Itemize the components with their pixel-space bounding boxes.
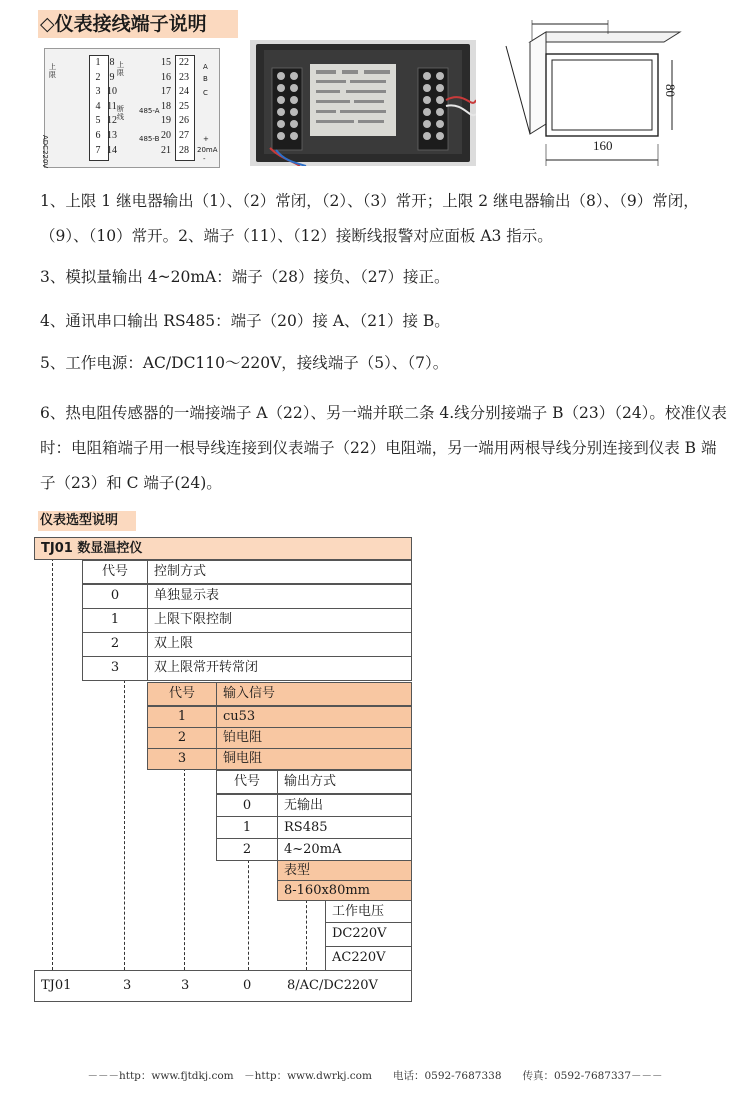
example-input: 3 <box>181 978 190 993</box>
label-minus: - <box>203 155 206 163</box>
terminal-17: 17 <box>161 86 171 98</box>
label-ac: ADC220V <box>41 135 49 169</box>
control-code: 2 <box>82 632 148 657</box>
terminal-14: 14 <box>107 144 117 156</box>
terminal-22: 22 <box>179 57 189 68</box>
input-code: 2 <box>147 727 217 749</box>
terminal-23: 23 <box>179 71 189 83</box>
terminal-9: 9 <box>109 71 115 83</box>
selection-title: 仪表选型说明 <box>38 511 136 531</box>
output-name: 无输出 <box>277 794 412 817</box>
para-rs485: 4、通讯串口输出 RS485：端子（20）接 A、（21）接 B。 <box>40 312 450 330</box>
control-name: 上限下限控制 <box>147 608 412 633</box>
device-photo <box>250 40 476 166</box>
output-code: 2 <box>216 838 278 861</box>
control-code: 1 <box>82 608 148 633</box>
label-a: A <box>203 63 208 71</box>
output-code: 0 <box>216 794 278 817</box>
terminal-21: 21 <box>161 144 171 156</box>
para-power: 5、工作电源：AC/DC110～220V，接线端子（5）、（7）。 <box>40 354 449 372</box>
output-name-header: 输出方式 <box>277 770 412 794</box>
label-b: B <box>203 75 208 83</box>
terminal-1: 1 <box>95 57 101 68</box>
para-relay: 1、上限 1 继电器输出（1）、（2）常闭，（2）、（3）常开；上限 2 继电器输出（8）、（9）常闭，（9）、（10）常开。2、端子（11）、（12）接断线报警对应面板 A3 指示。 <box>40 192 699 245</box>
device-photo-illustration <box>250 40 476 166</box>
label-upper2: 上限 <box>117 61 124 77</box>
terminal-3: 3 <box>95 86 101 98</box>
para-sensor: 6、热电阻传感器的一端接端子 A（22）、另一端并联二条 4.线分别接端子 B（23）（24）。校准仪表时：电阻箱端子用一根导线连接到仪表端子（22）电阻端，另一端用两根导线分别连接到仪表 B 端子（23）和 C 端子(24)。 <box>40 404 727 492</box>
control-name: 单独显示表 <box>147 584 412 609</box>
connector-line-model <box>52 558 53 970</box>
section-title: ◇仪表接线端子说明 <box>38 10 238 38</box>
label-485a: 485-A <box>139 107 160 115</box>
control-code: 3 <box>82 656 148 681</box>
control-name-header: 控制方式 <box>147 560 412 584</box>
dimension-illustration <box>500 20 720 180</box>
input-code: 1 <box>147 706 217 728</box>
connector-line-input <box>184 768 185 970</box>
connector-line-control <box>124 680 125 970</box>
case-header: 表型 <box>277 860 412 881</box>
example-control: 3 <box>123 978 132 993</box>
example-row <box>34 970 412 1002</box>
para-analog: 3、模拟量输出 4~20mA：端子（28）接负、（27）接正。 <box>40 268 450 286</box>
control-code-header: 代号 <box>82 560 148 584</box>
control-name: 双上限 <box>147 632 412 657</box>
connector-line-output <box>248 860 249 970</box>
footer-contact: －－－http：www.fjtdkj.com －http：www.dwrkj.com 电话：0592-7687338 传真：0592-7687337－－－ <box>87 1070 663 1082</box>
output-name: RS485 <box>277 816 412 839</box>
label-break: 断线 <box>117 105 124 121</box>
terminal-11: 11 <box>107 100 117 112</box>
terminal-2: 2 <box>95 71 101 83</box>
output-name: 4~20mA <box>277 838 412 861</box>
wiring-diagram <box>41 48 220 169</box>
input-code-header: 代号 <box>147 682 217 706</box>
example-model: TJ01 <box>41 978 72 993</box>
case-value: 8-160x80mm <box>277 880 412 901</box>
terminal-15: 15 <box>161 57 171 68</box>
voltage-option: DC220V <box>325 922 412 947</box>
control-name: 双上限常开转常闭 <box>147 656 412 681</box>
terminal-13: 13 <box>107 130 117 141</box>
connector-line-case <box>306 900 307 970</box>
terminal-4: 4 <box>95 100 101 112</box>
input-name: cu53 <box>216 706 412 728</box>
dim-height-label: 80 <box>663 84 678 97</box>
terminal-26: 26 <box>179 115 189 127</box>
terminal-24: 24 <box>179 86 189 98</box>
input-name: 铂电阻 <box>216 727 412 749</box>
terminal-28: 28 <box>179 144 189 156</box>
example-case-voltage: 8/AC/DC220V <box>287 978 378 993</box>
terminal-5: 5 <box>95 115 101 127</box>
label-c: C <box>203 89 208 97</box>
input-name: 铜电阻 <box>216 748 412 770</box>
input-code: 3 <box>147 748 217 770</box>
terminal-19: 19 <box>161 115 171 127</box>
output-code: 1 <box>216 816 278 839</box>
output-code-header: 代号 <box>216 770 278 794</box>
terminal-6: 6 <box>95 130 101 141</box>
dimension-drawing <box>500 20 720 180</box>
control-code: 0 <box>82 584 148 609</box>
model-header: TJ01 数显温控仪 <box>34 537 412 560</box>
example-output: 0 <box>243 978 252 993</box>
voltage-option: AC220V <box>325 946 412 971</box>
terminal-25: 25 <box>179 100 189 112</box>
terminal-16: 16 <box>161 71 171 83</box>
voltage-header: 工作电压 <box>325 900 412 923</box>
label-plus: + <box>203 135 209 143</box>
terminal-27: 27 <box>179 130 189 141</box>
input-name-header: 输入信号 <box>216 682 412 706</box>
dim-width-label: 160 <box>593 138 613 153</box>
terminal-12: 12 <box>107 115 117 127</box>
label-20ma: 20mA <box>197 146 218 154</box>
terminal-18: 18 <box>161 100 171 112</box>
label-485b: 485-B <box>139 135 160 143</box>
terminal-8: 8 <box>109 57 115 68</box>
label-upper1: 上限 <box>49 63 56 79</box>
terminal-7: 7 <box>95 144 101 156</box>
terminal-10: 10 <box>107 86 117 98</box>
terminal-20: 20 <box>161 130 171 141</box>
